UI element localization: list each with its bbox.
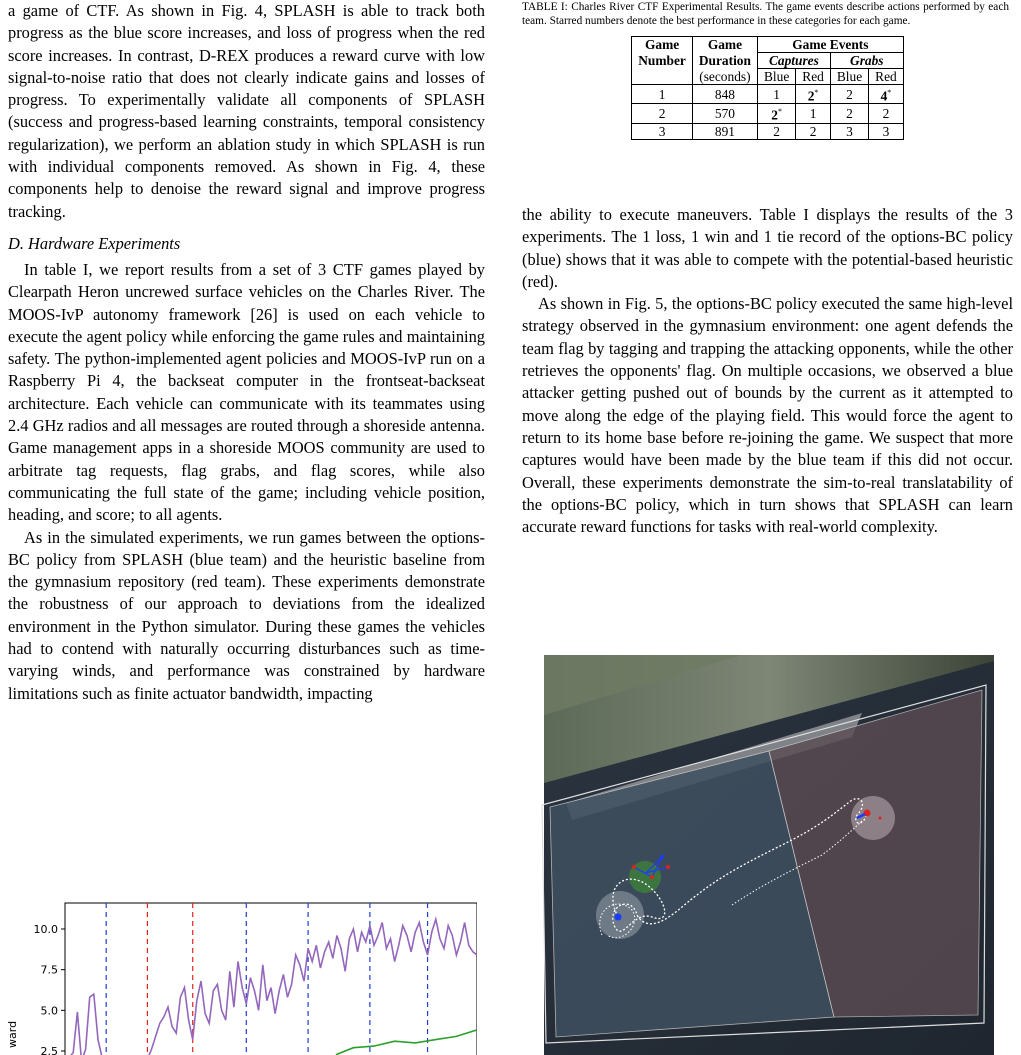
cell-game: 2 bbox=[632, 104, 693, 123]
right-column bbox=[522, 0, 1013, 538]
paragraph-strategy-observed: As shown in Fig. 5, the options-BC policy executed the same high-level strategy observed in the gymnasium environment: one agent defends the team flag by tagging and trapping the attacking opponents, while the other retrieves the opponents' flag. On multiple occasions, we observed a blue attacker getting pushed out of bounds by the current as it attempted to move along the edge of the playing field. This would force the agent to return to its home base before re-joining the game. We suspect that more captures would have been made by the blue team if this did not occur. Overall, these experiments demonstrate the sim-to-real translatability of the options-BC policy, which in turn shows that SPLASH can learn accurate reward functions for tasks with real-world complexity. bbox=[522, 294, 1013, 537]
red-attacker-agent bbox=[632, 865, 636, 869]
th-duration-unit: (seconds) bbox=[692, 69, 757, 85]
red-flag-icon bbox=[879, 817, 882, 820]
th-grab-blue: Blue bbox=[830, 69, 868, 85]
reward-series-line-green bbox=[325, 1030, 477, 1055]
cell-grab-blue: 2 bbox=[830, 104, 868, 123]
red-attacker-agent bbox=[650, 875, 654, 879]
cell-grab-red: 3 bbox=[869, 123, 904, 139]
th-captures: Captures bbox=[757, 53, 830, 69]
table-row bbox=[632, 123, 903, 139]
th-game-number: Game bbox=[632, 37, 693, 53]
y-axis-label: ward bbox=[6, 1020, 19, 1048]
red-attacker-agent bbox=[666, 865, 670, 869]
section-heading-hardware-experiments: D. Hardware Experiments bbox=[8, 233, 181, 253]
paragraph-simulated-comparison: As in the simulated experiments, we run games between the options-BC policy from SPLASH (blue team) and the heuristic baseline from the gymnasium repository (red team). These experiments demonstrate the robustness of our approach to deviations from the idealized environment in the Python simulator. During these games the vehicles had to contend with naturally occurring disturbances such as time-varying winds, and performance was constrained by hardware limitations such as finite actuator bandwidth, impacting bbox=[8, 527, 485, 703]
cell-game: 3 bbox=[632, 123, 693, 139]
table-caption: TABLE I: Charles River CTF Experimental Results. The game events describe actions performed by each team. Starred numbers denote the best performance in these categories for each game. bbox=[522, 1, 1009, 27]
th-grabs: Grabs bbox=[830, 53, 903, 69]
th-game-events: Game Events bbox=[757, 37, 903, 53]
y-tick-label: 5.0 bbox=[40, 1004, 58, 1018]
th-game-duration: Game bbox=[692, 37, 757, 53]
y-tick-label: 10.0 bbox=[33, 923, 58, 936]
cell-duration: 891 bbox=[692, 123, 757, 139]
plot-axes-frame bbox=[65, 903, 477, 1055]
cell-duration: 848 bbox=[692, 85, 757, 104]
cell-cap-red: 2 bbox=[796, 123, 831, 139]
y-tick-label: 2.5 bbox=[40, 1045, 58, 1055]
blue-defender-agent bbox=[615, 914, 622, 921]
cell-grab-red: 2 bbox=[869, 104, 904, 123]
reward-series-line-purple bbox=[65, 919, 477, 1055]
cell-grab-red: 4* bbox=[869, 85, 904, 104]
cell-cap-red: 2* bbox=[796, 85, 831, 104]
table-row bbox=[632, 85, 903, 104]
results-table bbox=[631, 36, 903, 140]
th-game-number-2: Number bbox=[632, 53, 693, 69]
th-cap-blue: Blue bbox=[757, 69, 795, 85]
th-duration-2: Duration bbox=[692, 53, 757, 69]
th-cap-red: Red bbox=[796, 69, 831, 85]
cell-cap-red: 1 bbox=[796, 104, 831, 123]
cell-grab-blue: 3 bbox=[830, 123, 868, 139]
figure-4-reward-plot bbox=[0, 898, 477, 1055]
left-column bbox=[8, 0, 485, 705]
paragraph-results-summary: the ability to execute maneuvers. Table I displays the results of the 3 experiments. The 1 loss, 1 win and 1 tie record of the options-BC policy (blue) shows that it was able to compete with the potential-based heuristic (red). bbox=[522, 204, 1013, 291]
th-grab-red: Red bbox=[869, 69, 904, 85]
figure-5-aerial-field-image bbox=[522, 655, 1013, 1055]
cell-cap-blue: 1 bbox=[757, 85, 795, 104]
cell-duration: 570 bbox=[692, 104, 757, 123]
paragraph-progress-tracking: a game of CTF. As shown in Fig. 4, SPLASH is able to track both progress as the blue score increases, and loss of progress when the red score increases. In contrast, D-REX produces a reward curve with low signal-to-noise ratio that does not clearly indicate gains and losses of progress. To experimentally validate all components of SPLASH (success and progress-based learning constraints, temporal consistency regularization), we perform an ablation study in which SPLASH is run with individual components removed. As shown in Fig. 4, these components help to denoise the reward signal and improve progress tracking. bbox=[8, 1, 485, 221]
cell-grab-blue: 2 bbox=[830, 85, 868, 104]
cell-game: 1 bbox=[632, 85, 693, 104]
table-row bbox=[632, 104, 903, 123]
paragraph-hardware-setup: In table I, we report results from a set of 3 CTF games played by Clearpath Heron uncrewed surface vehicles on the Charles River. The MOOS-IvP autonomy framework [26] is used on each vehicle to execute the agent policy while enforcing the game rules and maintaining safety. The python-implemented agent policies and MOOS-IvP run on a Raspberry Pi 4, the backseat computer in the frontseat-backseat architecture. Each vehicle can communicate with its teammates using 2.4 GHz radios and all messages are routed through a shoreside antenna. Game management apps in a shoreside MOOS community are used to arbitrate tag requests, flag grabs, and flag scores, while also communicating the full state of the game; including vehicle position, heading, and score; to all agents. bbox=[8, 259, 485, 525]
th-blank bbox=[632, 69, 693, 85]
cell-cap-blue: 2 bbox=[757, 123, 795, 139]
y-tick-label: 7.5 bbox=[40, 963, 58, 977]
blue-agent-marker bbox=[660, 855, 664, 859]
cell-cap-blue: 2* bbox=[757, 104, 795, 123]
